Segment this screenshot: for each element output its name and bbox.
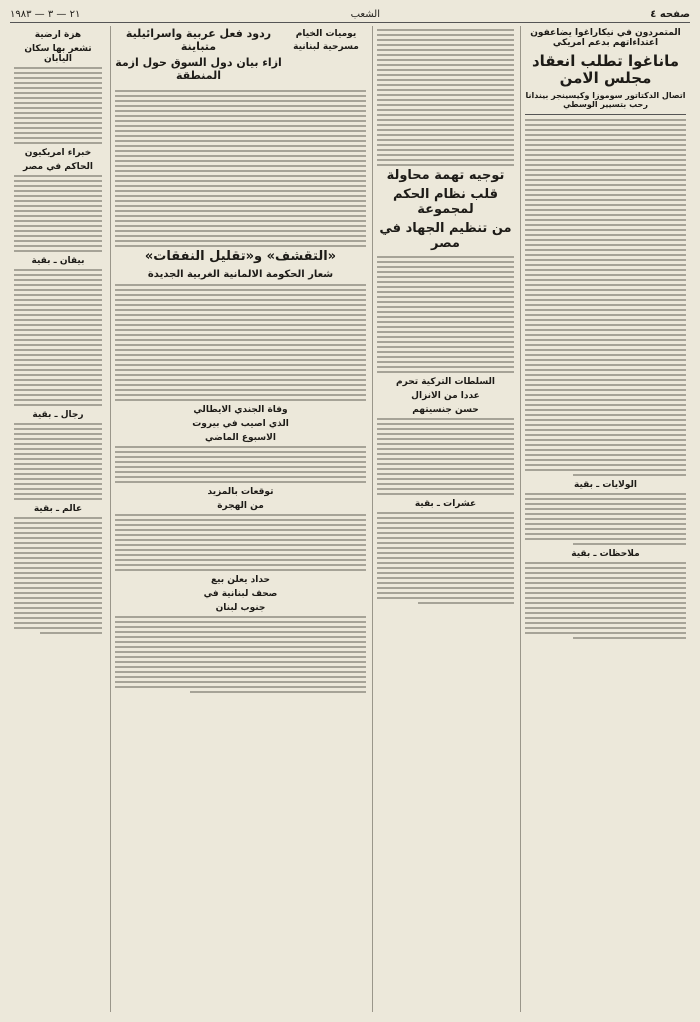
center-sub-6: حداد يعلن بيع xyxy=(210,575,271,585)
center-sub-7: صحف لبنانية في xyxy=(203,589,278,599)
page-label: صفحه ٤ xyxy=(650,8,690,20)
issue-date: ٢١ — ٣ — ١٩٨٣ xyxy=(10,8,81,20)
center-column xyxy=(110,26,370,1012)
center-sub-2: الذي اصيب في بيروت xyxy=(192,419,289,429)
left-column xyxy=(10,26,106,1012)
left-middle-head: خبراء امريكيون xyxy=(24,148,92,158)
mr-headline-3: من تنظيم الجهاد في مصر xyxy=(379,220,512,251)
right-main-headline: ماناغوا تطلب انعقاد مجلس الامن xyxy=(531,51,680,87)
center-top-box-sub: مسرحية لبنانية xyxy=(293,42,359,52)
mr-headline-2: قلب نظام الحكم لمجموعة xyxy=(392,186,499,217)
mr-section-tail: عشرات ـ بقية xyxy=(414,498,477,509)
center-sub-5: من الهجرة xyxy=(217,501,264,511)
paper-name: الشعب xyxy=(350,8,380,20)
left-section-c: عالم ـ بقية xyxy=(33,504,83,514)
right-section-head-2: ملاحظات ـ بقية xyxy=(571,548,640,559)
center-section-1: «التقشف» و«تقليل النفقات» xyxy=(144,248,337,264)
right-top-headline: المتمردون في نيكاراغوا يضاعفون اعتداءاتهم بدعم امريكي xyxy=(530,28,681,49)
right-sub-headline: اتصال الدكتاتور سوموزا وكيسينجر بيندانا رحب بتسيير الوسطي xyxy=(525,91,686,110)
center-sub-3: الاسبوع الماضي xyxy=(205,433,276,443)
right-column xyxy=(520,26,690,1012)
center-section-2: شعار الحكومة الالمانية الغربية الجديدة xyxy=(147,268,334,280)
right-section-head: الولايات ـ بقية xyxy=(574,479,637,490)
right-body-text xyxy=(525,119,686,476)
left-section-b: رجال ـ بقية xyxy=(32,410,84,420)
left-section-a: بيقان ـ بقية xyxy=(31,256,85,266)
center-headline-2: ازاء بيان دول السوق حول ازمة المنطقة xyxy=(115,56,282,82)
mr-subhead-1: السلطات التركية تحرم xyxy=(396,376,495,387)
center-headline-1: ردود فعل عربية واسرائيلية متباينة xyxy=(125,27,272,53)
masthead xyxy=(10,6,690,23)
mr-subhead-3: حسن جنسيتهم xyxy=(412,404,479,415)
center-top-box: يوميات الخيام xyxy=(295,29,357,39)
center-sub-1: وفاة الجندي الايطالي xyxy=(193,405,288,415)
left-top-head: هزة ارضية xyxy=(34,30,82,40)
center-sub-4: توقعات بالمزيد xyxy=(207,487,274,497)
left-top-head-2: تشعر بها سكان اليابان xyxy=(24,44,92,64)
left-middle-head-2: الحاكم في مصر xyxy=(23,162,93,172)
center-sub-8: جنوب لبنان xyxy=(215,603,266,613)
mr-subhead-2: عددا من الانزال xyxy=(411,390,480,401)
middle-right-column xyxy=(372,26,518,1012)
mr-headline-1: توجيه تهمة محاولة xyxy=(386,168,505,183)
